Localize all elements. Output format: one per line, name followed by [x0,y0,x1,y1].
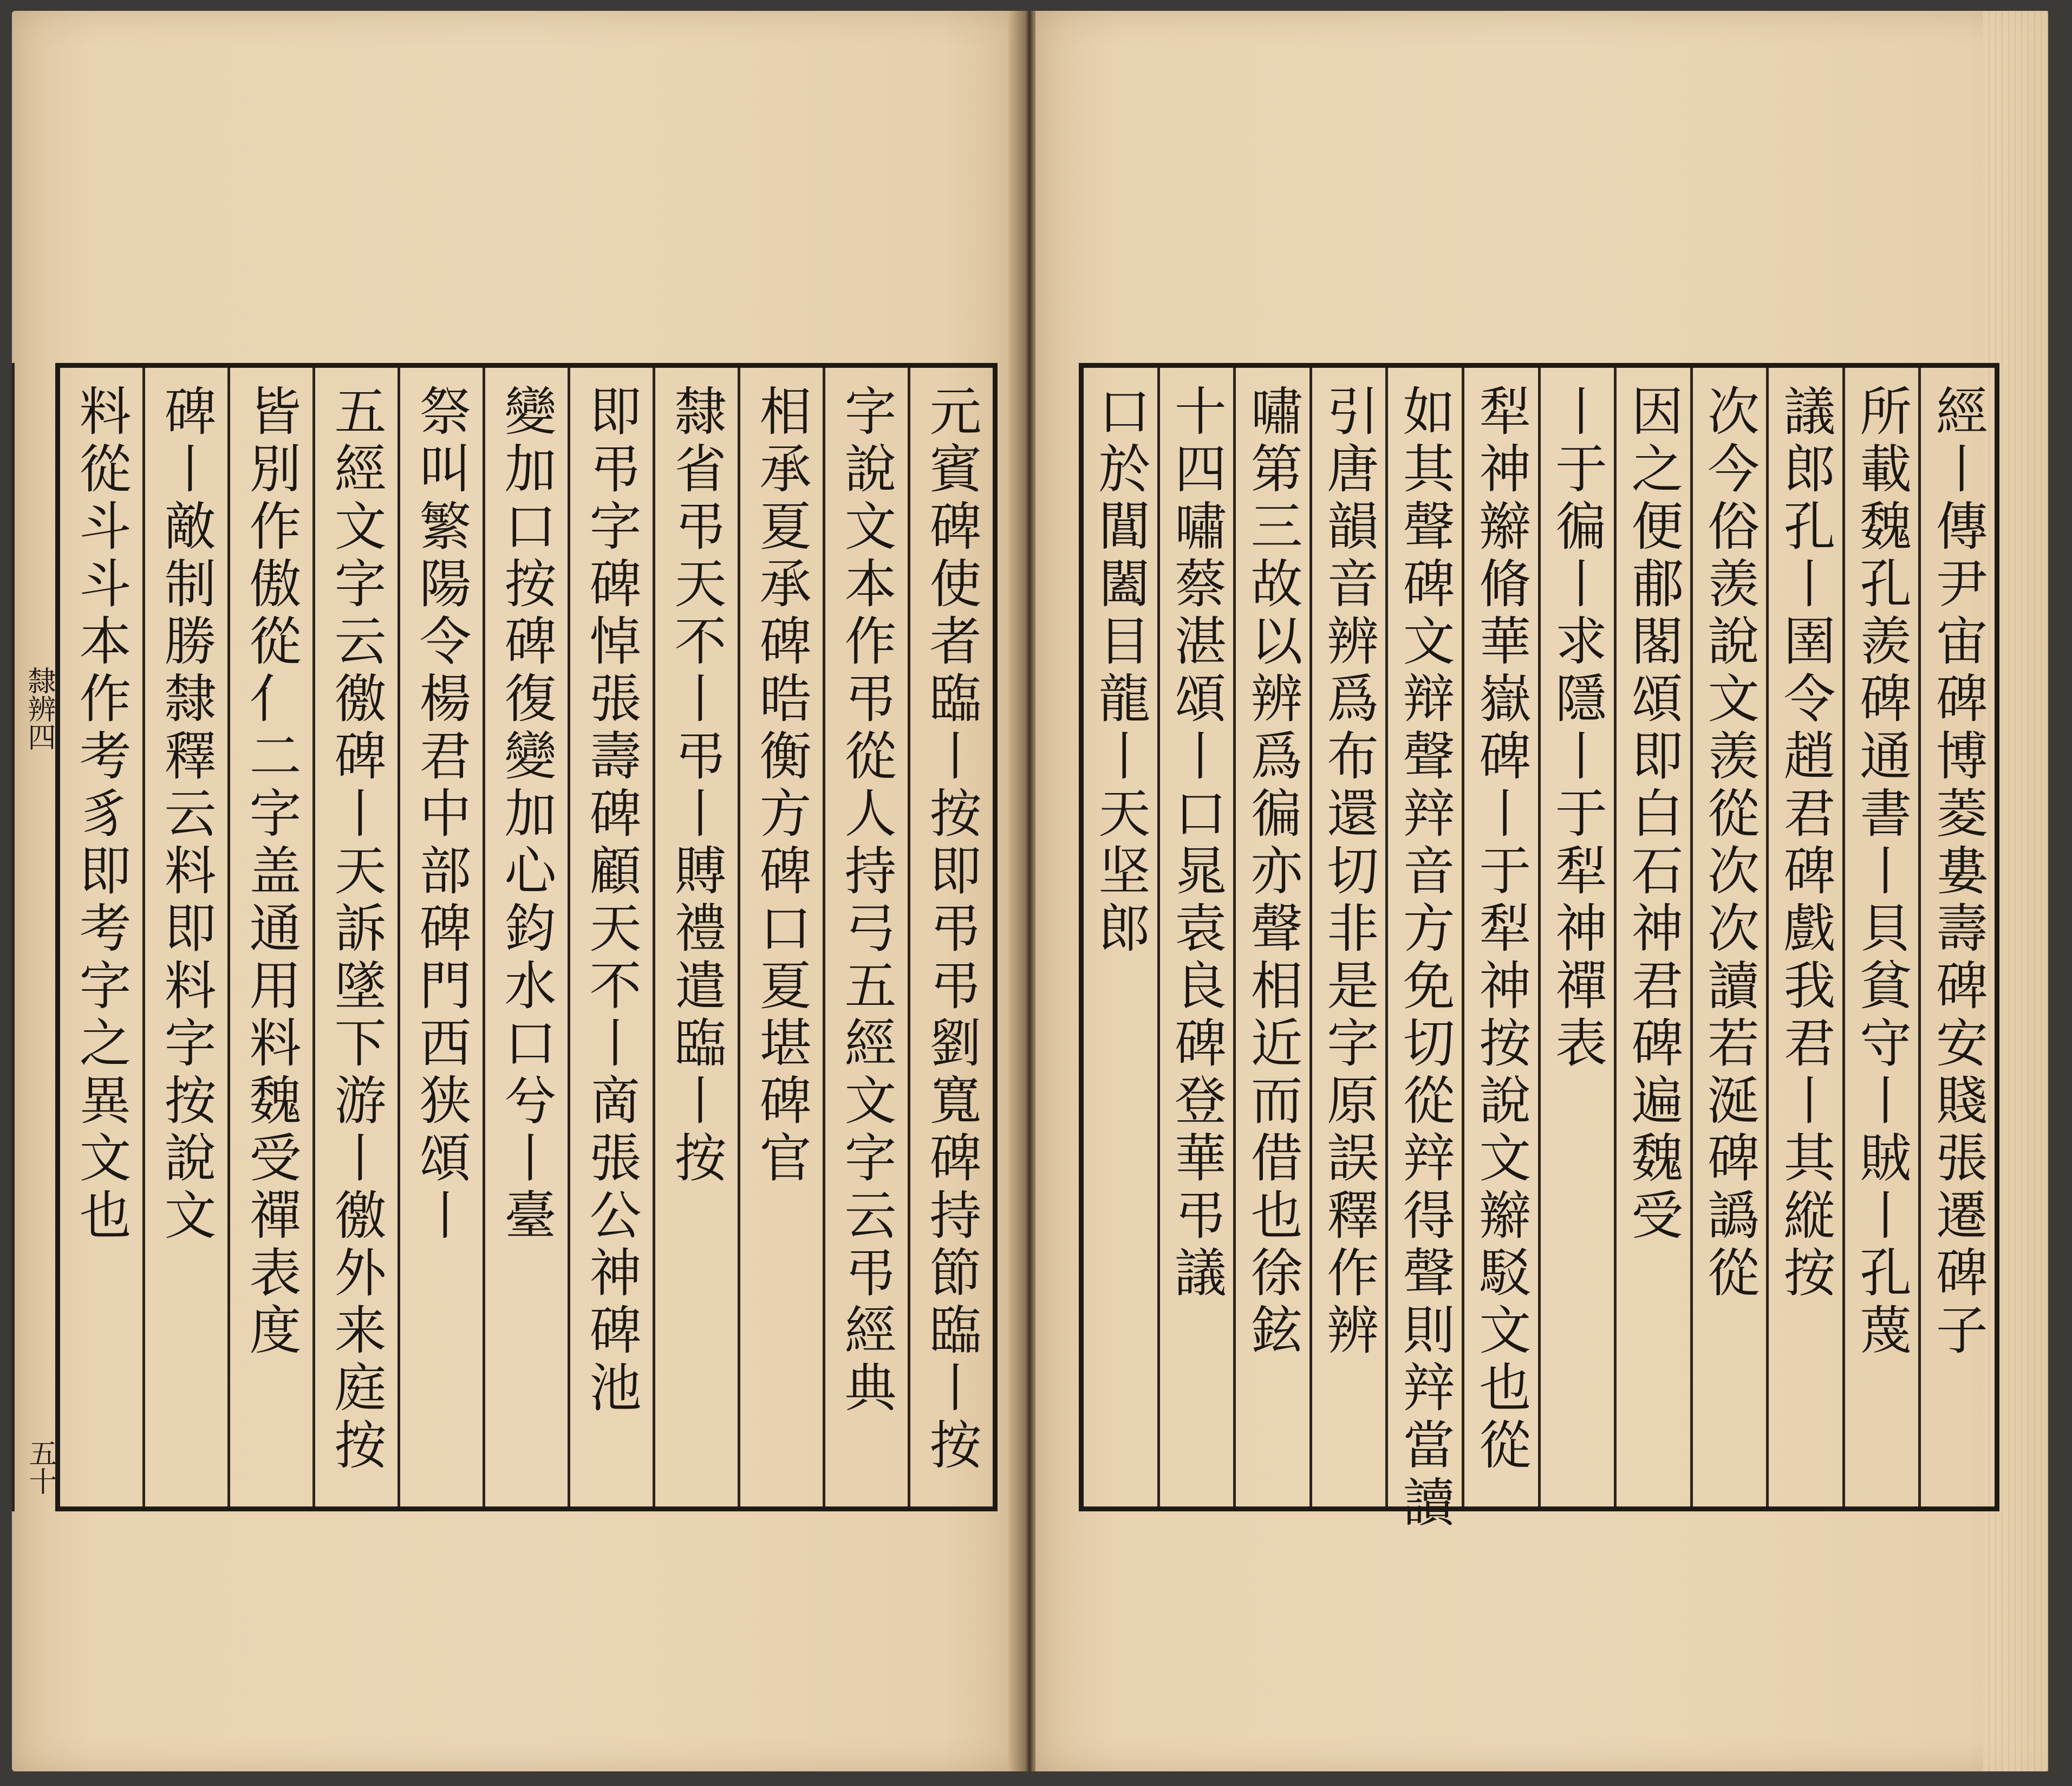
column-text: 即弔字碑悼張壽碑顧天不丨啇張公神碑池 [581,384,642,1418]
text-column [1842,368,1919,1506]
text-column [142,368,227,1506]
column-text: 如其聲碑文辩聲辡音方免切從辡得聲則辡當讀 [1395,384,1456,1532]
column-text: 元賓碑使者臨丨按即弔弔劉寬碑持節臨丨按 [921,384,982,1475]
column-text: 犁神辮脩華嶽碑丨于犁神按說文辮駁文也從 [1470,384,1532,1475]
column-text: 祭叫繁陽令楊君中部碑門西狭頌丨 [411,384,472,1245]
column-text: 十四嘯蔡湛頌丨口晁袁良碑登華弔議 [1166,384,1227,1303]
text-column [908,368,993,1506]
column-text: 因之便郙閣頌即白石神君碑遍魏受 [1623,384,1684,1245]
text-column [1462,368,1538,1506]
text-column [653,368,738,1506]
column-text: 次今俗羡說文羡從次次讀若涎碑譌從 [1699,384,1760,1303]
column-text: 嘯第三故以辨爲徧亦聲相近而借也徐鉉 [1242,384,1303,1360]
text-column [823,368,908,1506]
left-margin-column [12,363,63,1511]
column-text: 變加口按碑復變加心鈞水口兮丨臺 [496,384,557,1245]
column-text: 口於閶闔目龍丨天坚郎 [1090,384,1151,958]
left-page [12,11,1024,1771]
column-text: 字說文本作弔從人持弓五經文字云弔經典 [836,384,897,1418]
left-page-number: 五十 [24,1439,56,1495]
text-column [1084,368,1157,1506]
column-text: 議郎孔丨圉令趙君碑戲我君丨其縦按 [1775,384,1836,1303]
text-column [1385,368,1462,1532]
column-text: 丨于徧丨求隱丨于犁神禪表 [1547,384,1608,1073]
column-text: 五經文字云徼碑丨天訴墜下游丨徼外来庭按 [326,384,387,1475]
text-column [1690,368,1767,1506]
column-text: 相承夏承碑晧衡方碑口夏堪碑官 [751,384,812,1188]
right-page-frame [1079,363,1999,1532]
left-margin-label: 隸辨四 [23,666,55,751]
text-column [312,368,398,1506]
text-column [1309,368,1386,1506]
text-column [568,368,653,1506]
left-page-columns [60,368,993,1506]
text-column [1233,368,1309,1506]
left-page-frame [55,363,998,1511]
right-page-columns [1084,368,1995,1532]
text-column [1918,368,1995,1506]
column-text: 所載魏孔羨碑通書丨貝貧守丨賊丨孔蔑 [1851,384,1912,1360]
column-text: 經丨傳尹宙碑博菱婁壽碑安賤張遷碑子 [1927,384,1989,1360]
text-column [1538,368,1614,1506]
column-text: 隸省弔天不丨弔丨賻禮遣臨丨按 [666,384,727,1188]
column-text: 碑丨敵制勝隸釋云料即料字按說文 [156,384,217,1245]
text-column [1157,368,1234,1506]
text-column [1766,368,1842,1506]
text-column [738,368,823,1506]
right-page [1035,11,2048,1771]
text-column [398,368,483,1506]
column-text: 皆別作傲從亻二字盖通用料魏受禪表度 [241,384,302,1360]
text-column [483,368,568,1506]
text-column [60,368,142,1506]
text-column [227,368,312,1506]
column-text: 引唐韻音辨爲布還切非是字原誤釋作辨 [1318,384,1379,1360]
text-column [1614,368,1690,1506]
column-text: 料從斗斗本作考豸即考字之異文也 [71,384,132,1245]
